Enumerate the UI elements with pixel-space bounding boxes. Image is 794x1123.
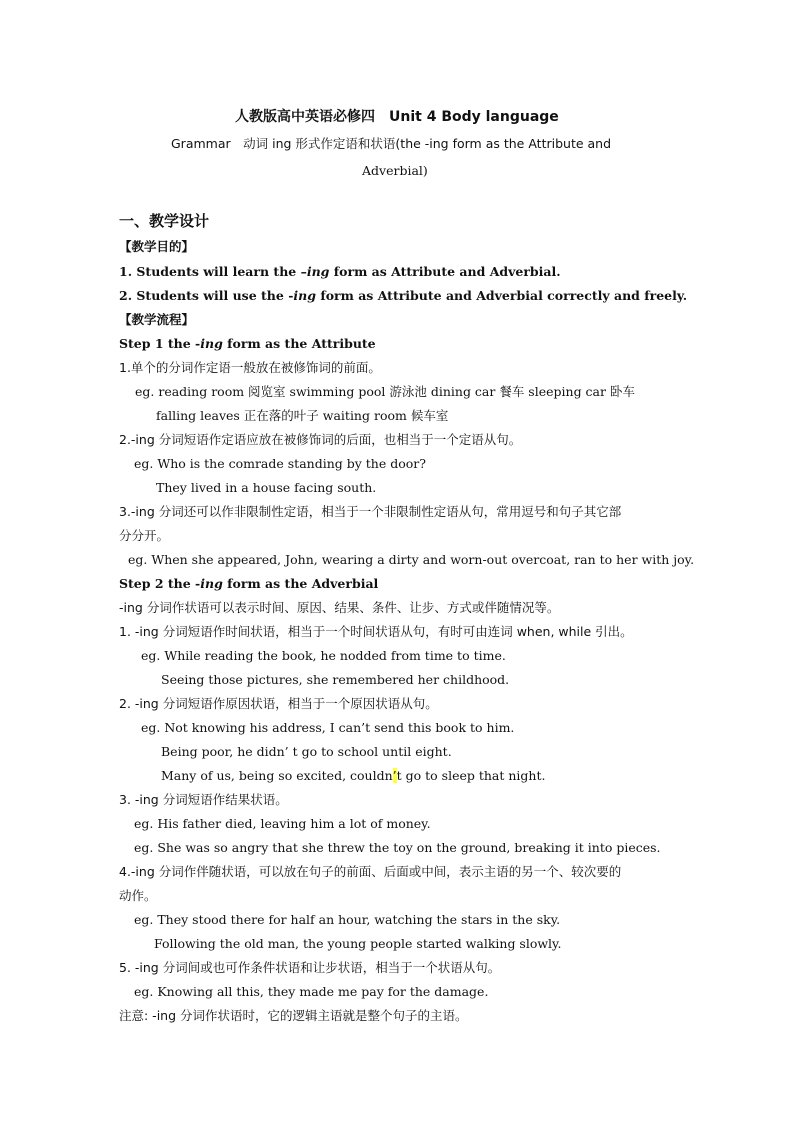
objective-1-part-b: form as Attribute and Adverbial. — [329, 264, 561, 279]
step-2-point-2: 2. -ing 分词短语作原因状语，相当于一个原因状语从句。 — [119, 696, 438, 711]
step-1-point-2: 2.-ing 分词短语作定语应放在被修饰词的后面，也相当于一个定语从句。 — [119, 432, 522, 447]
objective-1 — [119, 264, 561, 280]
highlighted-apostrophe: ’ — [392, 768, 397, 783]
step-1-point-1-example-1: eg. reading room 阅览室 swimming pool 游泳池 dining car 餐车 sleeping car 卧车 — [135, 384, 635, 399]
step-2-point-2-example-2: Being poor, he didn’ t go to school until eight. — [161, 744, 452, 759]
step-1-ing: ing — [200, 336, 223, 351]
step-1-point-3-example-1: eg. When she appeared, John, wearing a dirty and worn-out overcoat, ran to her with joy. — [128, 552, 695, 567]
step-2-point-1: 1. -ing 分词短语作时间状语，相当于一个时间状语从句，有时可由连词 when, while 引出。 — [119, 624, 633, 639]
step-2-part-a: Step 2 the - — [119, 576, 201, 591]
section-heading-teaching-design: 一、教学设计 — [119, 212, 210, 230]
subtitle-line-1: Grammar 动词 ing 形式作定语和状语(the -ing form as the Attribute and — [171, 136, 612, 151]
step-2-point-1-example-2: Seeing those pictures, she remembered her childhood. — [161, 672, 510, 687]
process-heading: 【教学流程】 — [119, 312, 195, 327]
step-2-ing: ing — [200, 576, 223, 591]
step-2-point-4-example-1: eg. They stood there for half an hour, watching the stars in the sky. — [134, 912, 561, 927]
example-3-part-a: Many of us, being so excited, couldn — [161, 768, 393, 783]
step-1-point-2-example-1: eg. Who is the comrade standing by the door? — [134, 456, 426, 471]
step-2-point-4-example-2: Following the old man, the young people started walking slowly. — [154, 936, 562, 951]
step-2-point-2-example-1: eg. Not knowing his address, I can’t send this book to him. — [141, 720, 515, 735]
step-1-point-1: 1.单个的分词作定语一般放在被修饰词的前面。 — [119, 360, 381, 375]
step-2-part-b: form as the Adverbial — [222, 576, 379, 591]
step-2-point-3-example-1: eg. His father died, leaving him a lot of money. — [134, 816, 431, 831]
step-2-point-3-example-2: eg. She was so angry that she threw the toy on the ground, breaking it into pieces. — [134, 840, 661, 855]
step-1-point-3-line-2: 分分开。 — [119, 528, 170, 543]
step-1-point-1-example-2: falling leaves 正在落的叶子 waiting room 候车室 — [156, 408, 449, 423]
objective-2 — [119, 288, 687, 304]
step-2-point-3: 3. -ing 分词短语作结果状语。 — [119, 792, 288, 807]
step-1-point-2-example-2: They lived in a house facing south. — [156, 480, 377, 495]
step-2-point-5: 5. -ing 分词间或也可作条件状语和让步状语，相当于一个状语从句。 — [119, 960, 501, 975]
subtitle-line-2: Adverbial) — [362, 163, 428, 178]
objective-1-part-a: 1. Students will learn the – — [119, 264, 307, 279]
objective-2-part-a: 2. Students will use the - — [119, 288, 294, 303]
step-2-point-4-line-2: 动作。 — [119, 888, 157, 903]
step-2-intro: -ing 分词作状语可以表示时间、原因、结果、条件、让步、方式或伴随情况等。 — [119, 600, 560, 615]
objective-2-ing: ing — [293, 288, 316, 303]
note: 注意: -ing 分词作状语时，它的逻辑主语就是整个句子的主语。 — [119, 1008, 468, 1023]
example-3-part-b: t go to sleep that night. — [396, 768, 546, 783]
step-1-part-a: Step 1 the - — [119, 336, 201, 351]
step-1-point-3-line-1: 3.-ing 分词还可以作非限制性定语，相当于一个非限制性定语从句，常用逗号和句子其它部 — [119, 504, 622, 519]
step-2-point-5-example-1: eg. Knowing all this, they made me pay for the damage. — [134, 984, 489, 999]
page-title: 人教版高中英语必修四 Unit 4 Body language — [235, 109, 559, 125]
objective-1-ing: ing — [306, 264, 330, 279]
objectives-heading: 【教学目的】 — [119, 239, 195, 254]
step-1-part-b: form as the Attribute — [222, 336, 376, 351]
step-2-point-1-example-1: eg. While reading the book, he nodded from time to time. — [141, 648, 506, 663]
step-2-point-2-example-3 — [161, 768, 545, 784]
step-2-point-4-line-1: 4.-ing 分词作伴随状语，可以放在句子的前面、后面或中间，表示主语的另一个、较次要的 — [119, 864, 622, 879]
objective-2-part-b: form as Attribute and Adverbial correctly and freely. — [315, 288, 688, 303]
step-1-heading — [119, 336, 376, 352]
step-2-heading — [119, 576, 378, 592]
